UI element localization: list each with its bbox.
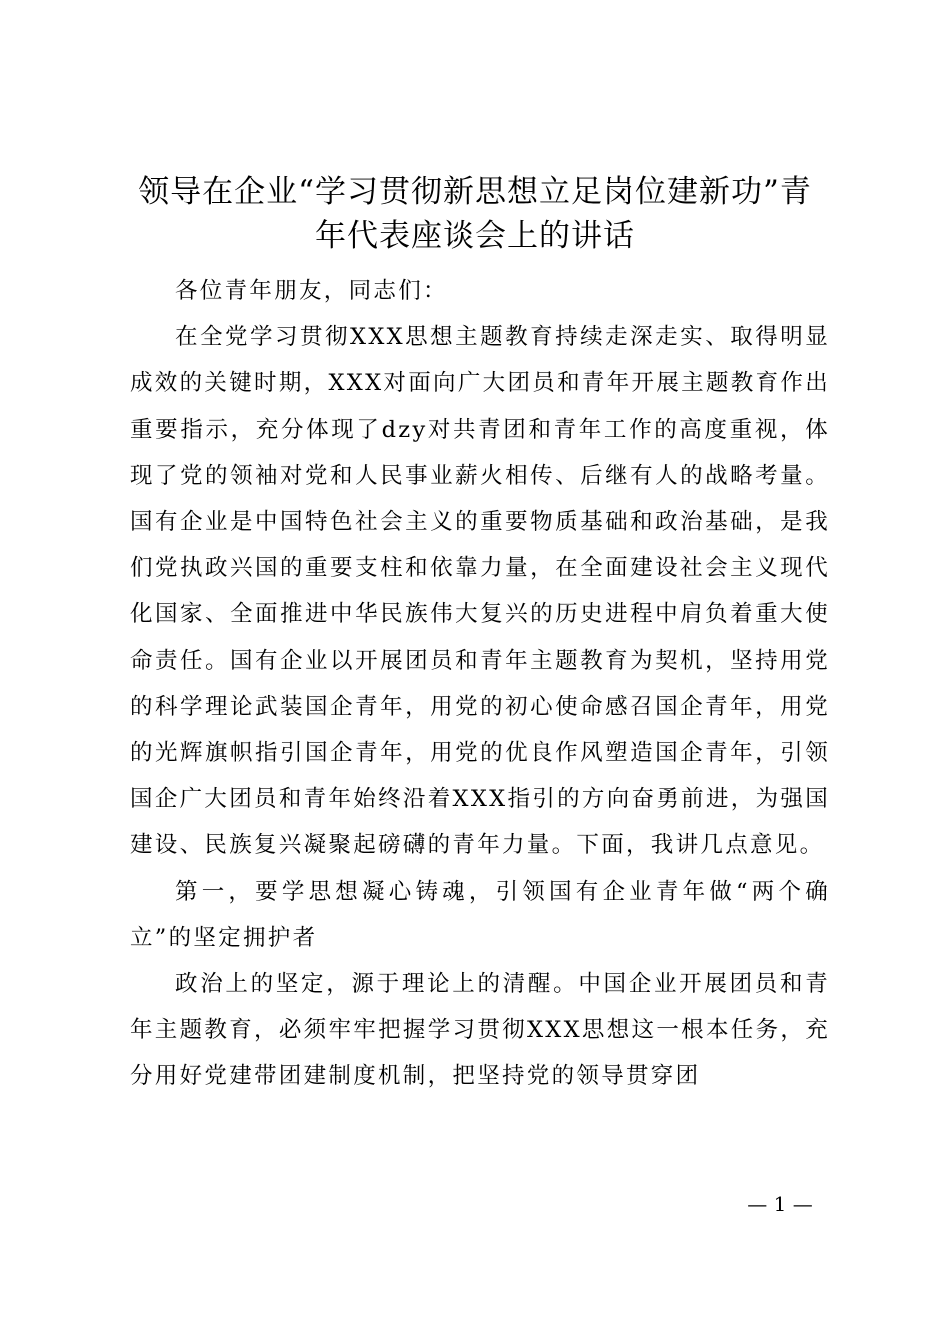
paragraph: 政治上的坚定，源于理论上的清醒。中国企业开展团员和青年主题教育，必须牢牢把握学习贯彻XXX思想这一根本任务，充分用好党建带团建制度机制，把坚持党的领导贯穿团	[130, 971, 830, 1090]
document-body	[130, 268, 830, 1100]
salutation: 各位青年朋友，同志们：	[175, 278, 448, 304]
document-title: 领导在企业“学习贯彻新思想立足岗位建新功”青年代表座谈会上的讲话	[138, 174, 812, 254]
paragraph: 在全党学习贯彻XXX思想主题教育持续走深走实、取得明显成效的关键时期，XXX对面向广大团员和青年开展主题教育作出重要指示，充分体现了dzy对共青团和青年工作的高度重视，体现了党的领袖对党和人民事业薪火相传、后继有人的战略考量。国有企业是中国特色社会主义的重要物质基础和政治基础，是我们党执政兴国的重要支柱和依靠力量，在全面建设社会主义现代化国家、全面推进中华民族伟大复兴的历史进程中肩负着重大使命责任。国有企业以开展团员和青年主题教育为契机，坚持用党的科学理论武装国企青年，用党的初心使命感召国企青年，用党的光辉旗帜指引国企青年，用党的优良作风塑造国企青年，引领国企广大团员和青年始终沿着XXX指引的方向奋勇前进，为强国建设、民族复兴凝聚起磅礴的青年力量。下面，我讲几点意见。	[130, 324, 830, 859]
page-number: — 1 —	[747, 1192, 813, 1216]
section-heading: 第一，要学思想凝心铸魂，引领国有企业青年做“两个确立”的坚定拥护者	[130, 878, 830, 951]
